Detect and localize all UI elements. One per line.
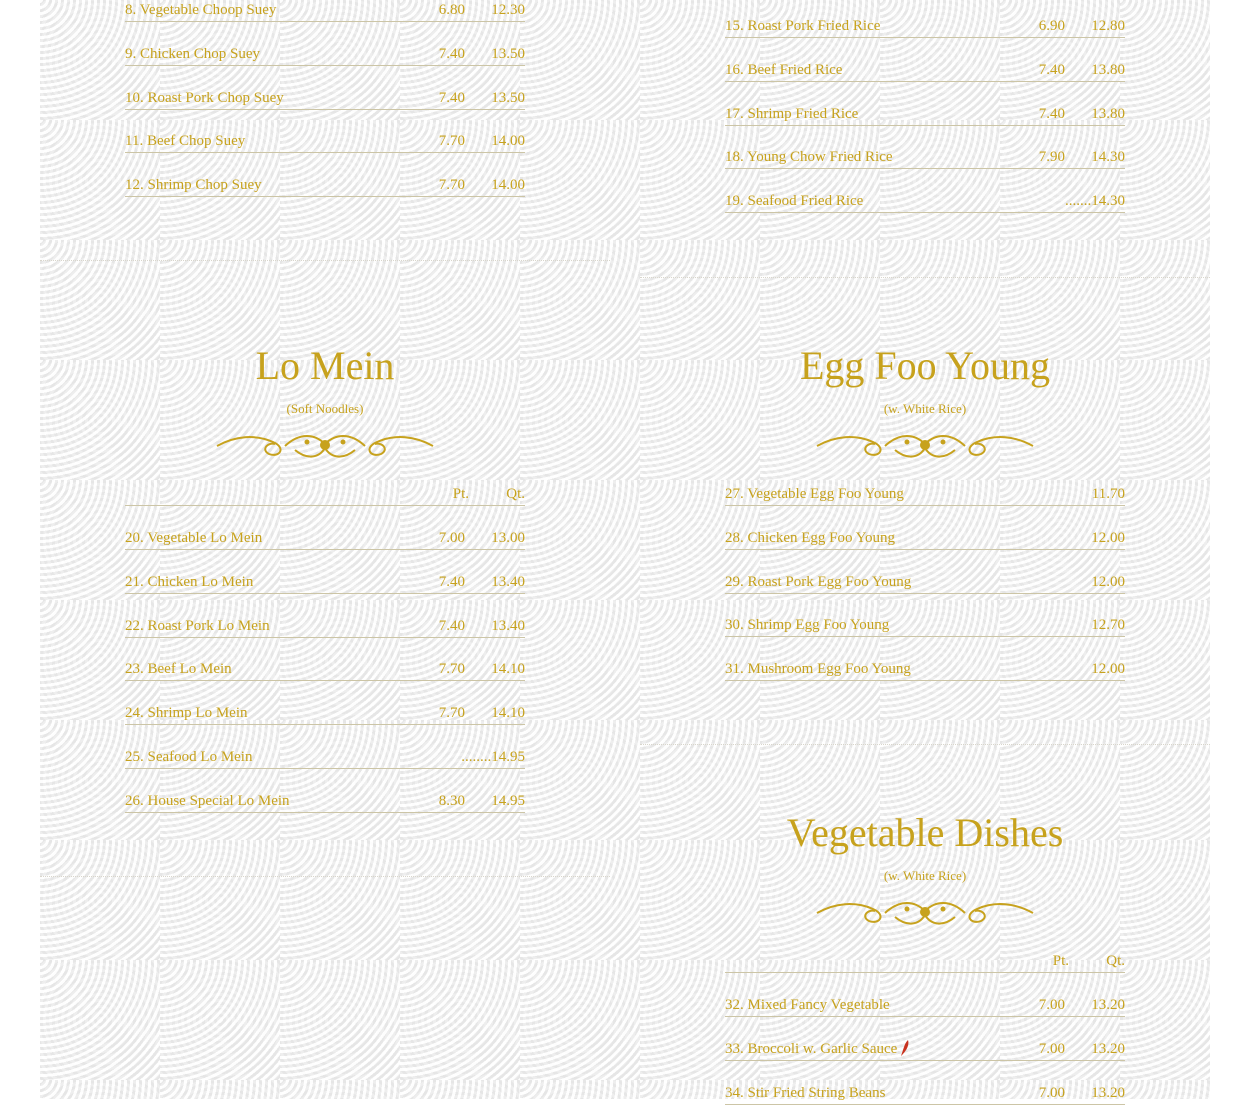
pint-price: 6.90 — [1038, 18, 1065, 34]
menu-item-name — [125, 131, 245, 152]
pint-price: 7.40 — [438, 618, 465, 634]
quart-price: 13.40 — [491, 618, 525, 634]
quart-price: 12.00 — [1091, 530, 1125, 546]
qt-label: Qt. — [506, 486, 525, 502]
menu-item-name-text: 16. Beef Fried Rice — [725, 62, 843, 78]
quart-price: 14.10 — [491, 661, 525, 677]
pint-price: 7.70 — [438, 705, 465, 721]
menu-item-name — [725, 659, 911, 680]
menu-item-row — [125, 88, 525, 110]
menu-item-row — [125, 0, 525, 22]
pint-price: 6.80 — [438, 2, 465, 18]
menu-item-name-text: 34. Stir Fried String Beans — [725, 1085, 886, 1101]
menu-item-name — [125, 747, 252, 768]
quart-price: 12.30 — [491, 2, 525, 18]
menu-item-name-text: 21. Chicken Lo Mein — [125, 574, 254, 590]
quart-price: 12.80 — [1091, 18, 1125, 34]
menu-item-row — [125, 44, 525, 66]
menu-item-name — [725, 147, 893, 168]
menu-item-name — [725, 484, 904, 505]
menu-item-name-text: 33. Broccoli w. Garlic Sauce — [725, 1041, 898, 1057]
egg-foo-young-title: Egg Foo Young — [799, 343, 1051, 388]
menu-item-name — [725, 615, 889, 636]
menu-item-row — [725, 60, 1125, 82]
menu-item-name — [725, 1039, 910, 1060]
menu-item-name-text: 19. Seafood Fried Rice — [725, 193, 864, 209]
menu-item-row — [125, 528, 525, 550]
menu-item-name — [125, 175, 262, 196]
menu-item-name — [125, 791, 290, 812]
menu-item-name — [125, 88, 284, 109]
quart-price: 13.20 — [1091, 1085, 1125, 1101]
menu-item-name-text: 8. Vegetable Choop Suey — [125, 2, 277, 18]
quart-price: 12.70 — [1091, 617, 1125, 633]
menu-item-name — [125, 572, 253, 593]
menu-item-row — [725, 191, 1125, 213]
menu-item-name — [125, 0, 276, 21]
menu-item-name-text: 25. Seafood Lo Mein — [125, 749, 253, 765]
lo-mein-subtitle: (Soft Noodles) — [286, 401, 364, 416]
pint-price: 7.40 — [1038, 62, 1065, 78]
quart-price: 11.70 — [1091, 486, 1125, 502]
menu-item-row — [725, 16, 1125, 38]
quart-price: 13.20 — [1091, 1041, 1125, 1057]
menu-item-name-text: 26. House Special Lo Mein — [125, 793, 290, 809]
pint-price: 7.00 — [1038, 1085, 1065, 1101]
menu-item-row — [725, 484, 1125, 506]
menu-item-name-text: 11. Beef Chop Suey — [125, 133, 246, 149]
flourish-divider-icon — [815, 895, 1035, 929]
pint-price: 7.90 — [1038, 149, 1065, 165]
qt-label: Qt. — [1106, 953, 1125, 969]
quart-price: ........14.95 — [461, 749, 525, 765]
menu-item-name-text: 9. Chicken Chop Suey — [125, 46, 260, 62]
pint-price: 7.40 — [438, 46, 465, 62]
lo-mein-title: Lo Mein — [255, 343, 395, 388]
pint-price: 7.00 — [1038, 1041, 1065, 1057]
menu-item-name — [125, 703, 248, 724]
menu-item-name-text: 24. Shrimp Lo Mein — [125, 705, 248, 721]
lo-mein-header-row — [125, 484, 525, 506]
quart-price: 12.00 — [1091, 574, 1125, 590]
menu-item-name-text: 17. Shrimp Fried Rice — [725, 106, 859, 122]
quart-price: .......14.30 — [1065, 193, 1125, 209]
menu-item-name — [125, 528, 262, 549]
menu-item-name-text: 32. Mixed Fancy Vegetable — [725, 997, 890, 1013]
section-divider — [640, 744, 1210, 745]
quart-price: 14.00 — [491, 177, 525, 193]
flourish-divider-icon — [815, 428, 1035, 462]
menu-item-name-text: 10. Roast Pork Chop Suey — [125, 90, 284, 106]
menu-item-name — [725, 60, 842, 81]
menu-item-name-text: 23. Beef Lo Mein — [125, 661, 232, 677]
quart-price: 12.00 — [1091, 661, 1125, 677]
pint-price: 7.70 — [438, 661, 465, 677]
menu-item-name-text: 29. Roast Pork Egg Foo Young — [725, 574, 912, 590]
menu-item-row — [125, 131, 525, 153]
menu-item-row — [725, 147, 1125, 169]
menu-item-row — [725, 615, 1125, 637]
pint-price: 7.70 — [438, 133, 465, 149]
quart-price: 14.30 — [1091, 149, 1125, 165]
chili-pepper-icon — [900, 1039, 910, 1057]
menu-item-row — [125, 175, 525, 197]
menu-item-row — [725, 572, 1125, 594]
menu-item-name — [725, 1083, 885, 1104]
pint-price: 7.40 — [1038, 106, 1065, 122]
vegetable-dishes-title: Vegetable Dishes — [786, 810, 1064, 855]
flourish-divider-icon — [215, 428, 435, 462]
pint-price: 7.70 — [438, 177, 465, 193]
menu-item-name-text: 30. Shrimp Egg Foo Young — [725, 617, 890, 633]
menu-item-row — [125, 791, 525, 813]
egg-foo-young-subtitle: (w. White Rice) — [883, 401, 967, 416]
quart-price: 13.20 — [1091, 997, 1125, 1013]
quart-price: 14.10 — [491, 705, 525, 721]
menu-item-name — [725, 572, 911, 593]
menu-item-name — [725, 528, 895, 549]
menu-item-name-text: 20. Vegetable Lo Mein — [125, 530, 263, 546]
quart-price: 13.80 — [1091, 106, 1125, 122]
pint-price: 7.40 — [438, 90, 465, 106]
menu-item-name — [725, 16, 880, 37]
menu-item-name-text: 12. Shrimp Chop Suey — [125, 177, 262, 193]
section-divider — [40, 876, 610, 877]
pint-price: 7.00 — [438, 530, 465, 546]
quart-price: 14.00 — [491, 133, 525, 149]
menu-item-row — [725, 1083, 1125, 1105]
menu-item-row — [125, 616, 525, 638]
menu-item-row — [725, 528, 1125, 550]
menu-item-row — [725, 104, 1125, 126]
menu-item-row — [125, 703, 525, 725]
menu-item-name-text: 31. Mushroom Egg Foo Young — [725, 661, 911, 677]
menu-item-row — [725, 1039, 1125, 1061]
quart-price: 14.95 — [491, 793, 525, 809]
menu-item-row — [125, 747, 525, 769]
menu-item-row — [125, 572, 525, 594]
menu-item-name — [725, 191, 863, 212]
menu-item-name — [725, 104, 858, 125]
menu-item-name — [125, 659, 232, 680]
menu-item-row — [725, 995, 1125, 1017]
pint-price: 7.00 — [1038, 997, 1065, 1013]
vegetable-dishes-subtitle: (w. White Rice) — [883, 868, 967, 883]
menu-item-name-text: 28. Chicken Egg Foo Young — [725, 530, 896, 546]
section-divider — [640, 277, 1210, 278]
menu-item-name — [725, 995, 890, 1016]
quart-price: 13.50 — [491, 46, 525, 62]
pt-label: Pt. — [452, 486, 469, 502]
section-divider — [40, 260, 610, 261]
pint-price: 7.40 — [438, 574, 465, 590]
menu-item-name-text: 27. Vegetable Egg Foo Young — [725, 486, 904, 502]
quart-price: 13.40 — [491, 574, 525, 590]
pt-label: Pt. — [1052, 953, 1069, 969]
menu-item-name — [125, 44, 260, 65]
menu-item-row — [725, 659, 1125, 681]
quart-price: 13.50 — [491, 90, 525, 106]
quart-price: 13.80 — [1091, 62, 1125, 78]
pint-price: 8.30 — [438, 793, 465, 809]
vegetable-dishes-header-row — [725, 951, 1125, 973]
menu-item-row — [125, 659, 525, 681]
menu-item-name — [125, 616, 270, 637]
menu-item-name-text: 15. Roast Pork Fried Rice — [725, 18, 881, 34]
quart-price: 13.00 — [491, 530, 525, 546]
menu-item-name-text: 22. Roast Pork Lo Mein — [125, 618, 270, 634]
menu-item-name-text: 18. Young Chow Fried Rice — [725, 149, 893, 165]
